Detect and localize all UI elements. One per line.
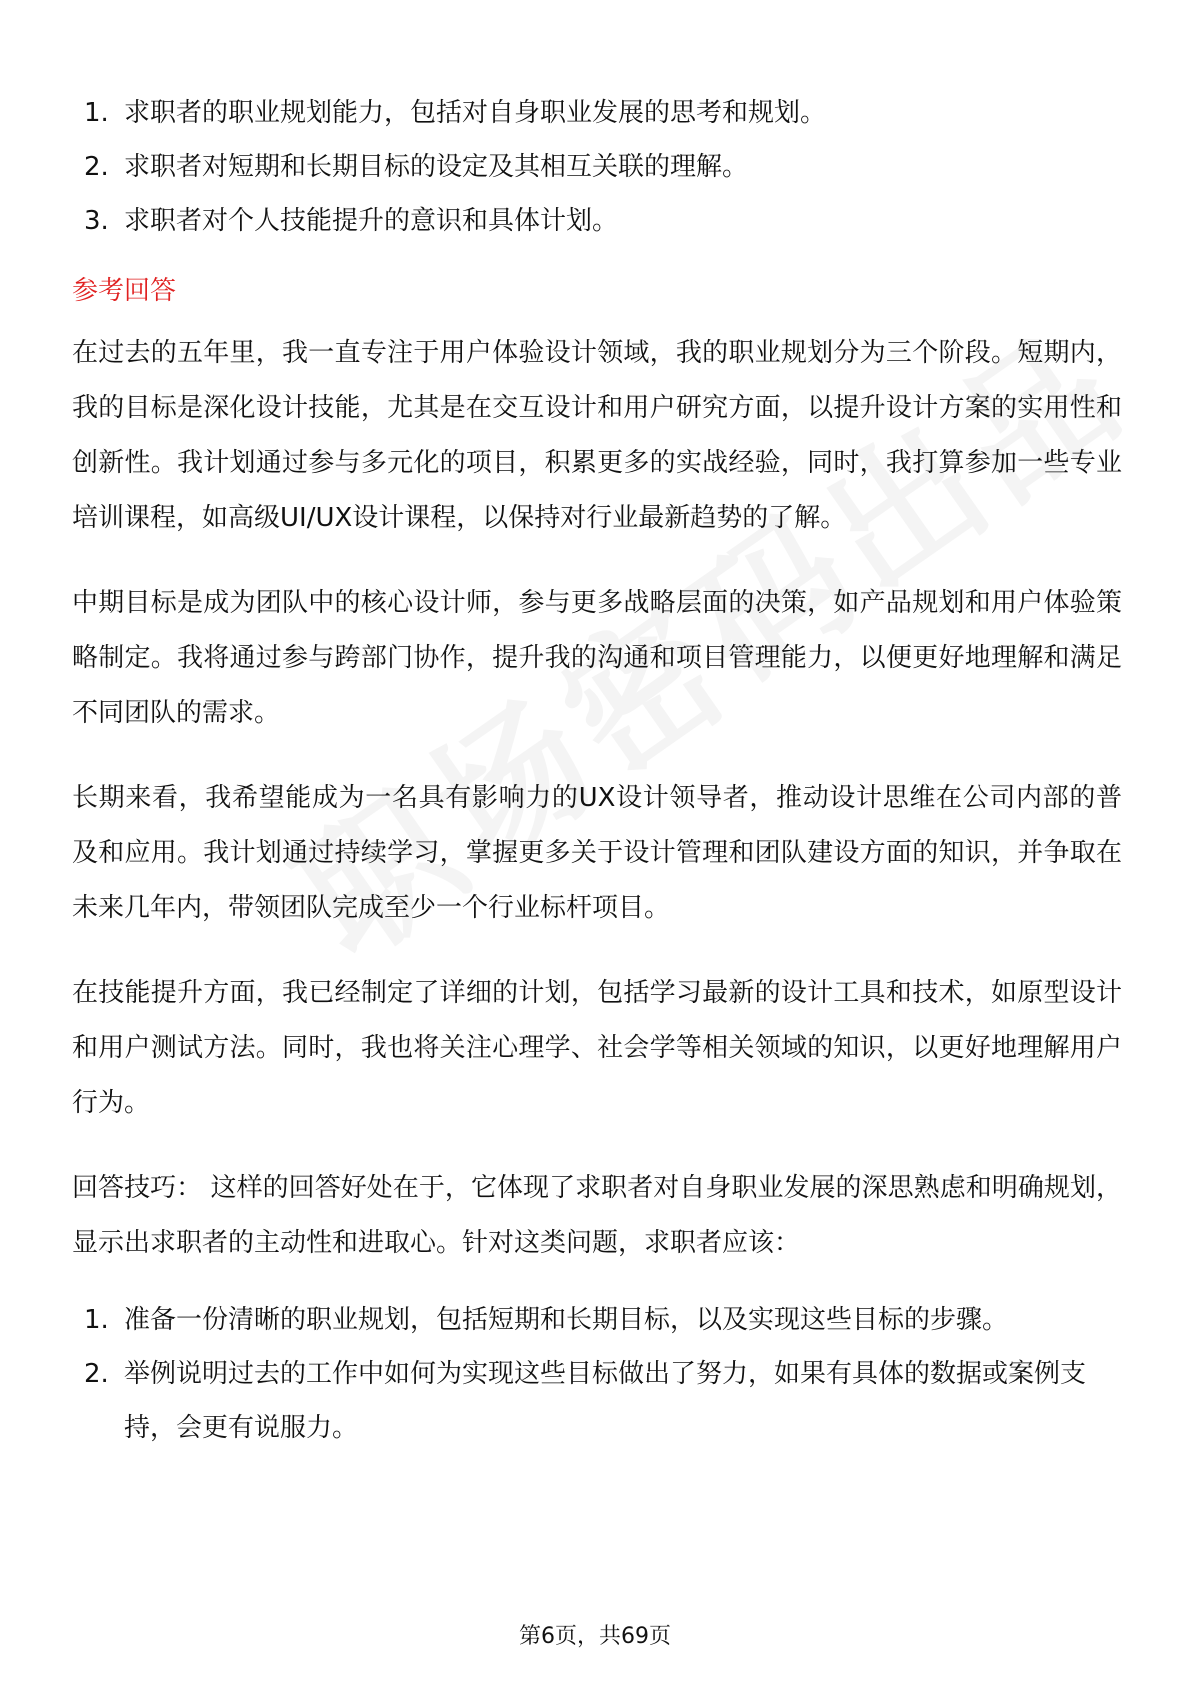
section-title: 参考回答: [72, 276, 177, 306]
answer-paragraph: 长期来看，我希望能成为一名具有影响力的UX设计领导者，推动设计思维在公司内部的普及和应用。我计划通过持续学习，掌握更多关于设计管理和团队建设方面的知识，并争取在未来几年内，带领团队完成至少一个行业标杆项目。: [72, 783, 1122, 923]
list-item-text: 求职者对个人技能提升的意识和具体计划。: [124, 206, 619, 236]
list-item-number: 2.: [84, 1359, 109, 1389]
list-item: [72, 140, 1122, 194]
answer-paragraph: 中期目标是成为团队中的核心设计师，参与更多战略层面的决策，如产品规划和用户体验策略制定。我将通过参与跨部门协作，提升我的沟通和项目管理能力，以便更好地理解和满足不同团队的需求。: [72, 588, 1122, 728]
list-item: [72, 1347, 1122, 1455]
list-item-number: 1.: [84, 98, 109, 128]
list-item: [72, 194, 1122, 248]
list-item: [72, 86, 1122, 140]
answer-paragraph: 在过去的五年里，我一直专注于用户体验设计领域，我的职业规划分为三个阶段。短期内，我的目标是深化设计技能，尤其是在交互设计和用户研究方面，以提升设计方案的实用性和创新性。我计划通过参与多元化的项目，积累更多的实战经验，同时，我打算参加一些专业培训课程，如高级UI/UX设计课程，以保持对行业最新趋势的了解。: [72, 338, 1122, 533]
list-item-number: 3.: [84, 206, 109, 236]
list-item-number: 2.: [84, 152, 109, 182]
tips-paragraph: 回答技巧： 这样的回答好处在于，它体现了求职者对自身职业发展的深思熟虑和明确规划，显示出求职者的主动性和进取心。针对这类问题，求职者应该：: [72, 1173, 1122, 1258]
list-item-text: 准备一份清晰的职业规划，包括短期和长期目标，以及实现这些目标的步骤。: [124, 1305, 1009, 1335]
list-item-text: 求职者的职业规划能力，包括对自身职业发展的思考和规划。: [124, 98, 827, 128]
page-footer: 第6页，共69页: [519, 1624, 671, 1649]
answer-paragraph: 在技能提升方面，我已经制定了详细的计划，包括学习最新的设计工具和技术，如原型设计和用户测试方法。同时，我也将关注心理学、社会学等相关领域的知识，以更好地理解用户行为。: [72, 978, 1122, 1118]
intro-list: [72, 86, 1122, 248]
list-item-text: 举例说明过去的工作中如何为实现这些目标做出了努力，如果有具体的数据或案例支持，会更有说服力。: [124, 1359, 1087, 1443]
tips-list: [72, 1293, 1122, 1455]
page-content: [72, 86, 1122, 1455]
list-item-number: 1.: [84, 1305, 109, 1335]
list-item: [72, 1293, 1122, 1347]
list-item-text: 求职者对短期和长期目标的设定及其相互关联的理解。: [124, 152, 749, 182]
